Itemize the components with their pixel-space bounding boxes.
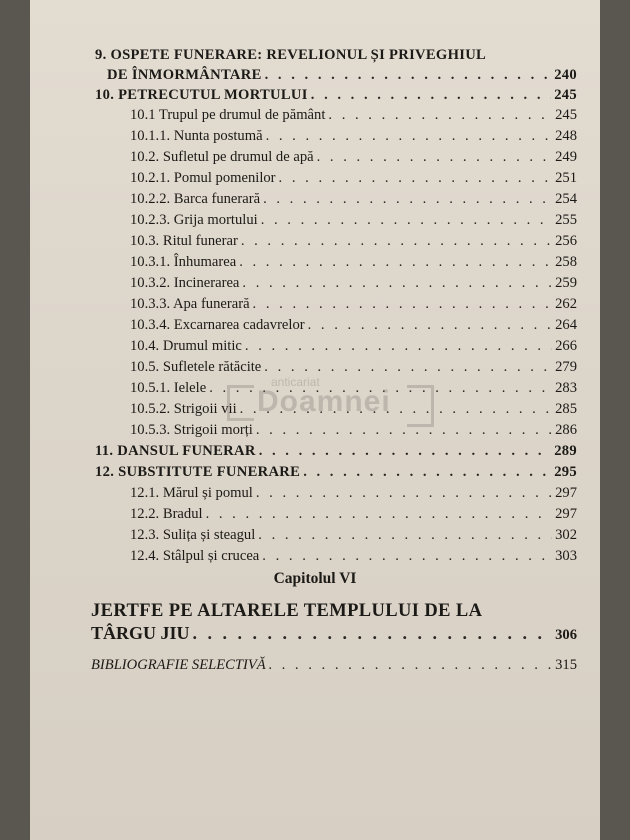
toc-entry-10-5	[130, 358, 577, 376]
toc-leader-dots	[303, 463, 551, 481]
toc-entry-title: 12.4. Stâlpul și crucea	[130, 548, 260, 564]
toc-entry-title: 11. DANSUL FUNERAR	[95, 443, 256, 459]
toc-entry-title: 10.3.1. Înhumarea	[130, 254, 237, 270]
toc-entry-12-1	[130, 484, 577, 502]
toc-entry-page: 302	[555, 527, 577, 543]
toc-leader-dots	[266, 127, 553, 145]
toc-entry-page: 249	[555, 149, 577, 165]
toc-entry-page: 285	[555, 401, 577, 417]
toc-entry-page: 256	[555, 233, 577, 249]
table-of-contents	[30, 0, 600, 840]
chapter-heading: Capitolul VI	[273, 570, 357, 587]
toc-entry-10-3-3	[130, 295, 577, 313]
chapter-title-line1: JERTFE PE ALTARELE TEMPLULUI DE LA	[91, 601, 483, 621]
toc-entry-page: 289	[554, 443, 577, 459]
toc-entry-title: 10.5. Sufletele rătăcite	[130, 359, 262, 375]
toc-entry-page: 306	[555, 627, 577, 643]
toc-entry-title: 12.3. Sulița și steagul	[130, 527, 256, 543]
toc-leader-dots	[259, 442, 552, 460]
toc-entry-page: 297	[555, 485, 577, 501]
toc-entry-10-5-2	[130, 400, 577, 418]
toc-entry-title: 10.4. Drumul mitic	[130, 338, 242, 354]
toc-leader-dots	[253, 295, 553, 313]
toc-entry-10-1	[130, 106, 577, 124]
toc-leader-dots	[245, 337, 552, 355]
toc-entry-title: 10.3.3. Apa funerară	[130, 296, 250, 312]
toc-entry-12-4	[130, 547, 577, 565]
toc-entry-title: 10.2.1. Pomul pomenilor	[130, 170, 276, 186]
toc-entry-page: 251	[555, 170, 577, 186]
toc-entry-10-5-1	[130, 379, 577, 397]
toc-entry-10-1-1	[130, 127, 577, 145]
toc-leader-dots	[240, 400, 552, 418]
toc-entry-10-2-1	[130, 169, 577, 187]
toc-entry-10-3	[130, 232, 577, 250]
toc-entry-title: 10.2.2. Barca funerară	[130, 191, 261, 207]
toc-leader-dots	[328, 106, 552, 124]
book-page	[30, 0, 600, 840]
toc-leader-dots	[264, 358, 552, 376]
toc-entry-page: 297	[555, 506, 577, 522]
toc-entry-10-2-3	[130, 211, 577, 229]
toc-entry-page: 266	[555, 338, 577, 354]
toc-entry-title: DE ÎNMORMÂNTARE	[107, 67, 262, 83]
toc-entry-title: 9. OSPETE FUNERARE: REVELIONUL ȘI PRIVEGHIUL	[95, 47, 487, 63]
toc-entry-12	[95, 463, 577, 481]
toc-leader-dots	[209, 379, 552, 397]
toc-leader-dots	[262, 547, 552, 565]
watermark-large-text: Doamnei	[257, 385, 391, 418]
toc-entry-9-cont	[107, 66, 577, 84]
toc-leader-dots	[279, 169, 553, 187]
toc-leader-dots	[241, 232, 552, 250]
toc-entry-10-4	[130, 337, 577, 355]
toc-entry-page: 258	[555, 254, 577, 270]
toc-leader-dots	[263, 190, 552, 208]
bibliography-title: BIBLIOGRAFIE SELECTIVĂ	[91, 657, 266, 673]
toc-entry-title: 10.5.3. Strigoii morți	[130, 422, 253, 438]
toc-leader-dots	[258, 526, 552, 544]
toc-entry-title: TÂRGU JIU	[91, 623, 190, 643]
toc-leader-dots	[239, 253, 552, 271]
toc-entry-title: 10. PETRECUTUL MORTULUI	[95, 87, 308, 103]
toc-entry-page: 248	[555, 128, 577, 144]
toc-entry-page: 315	[555, 657, 577, 673]
toc-entry-page: 264	[555, 317, 577, 333]
toc-leader-dots	[256, 421, 552, 439]
toc-entry-10-5-3	[130, 421, 577, 439]
toc-entry-page: 259	[555, 275, 577, 291]
toc-entry-title: 10.2.3. Grija mortului	[130, 212, 258, 228]
bibliography-entry	[91, 656, 577, 674]
toc-leader-dots	[311, 86, 551, 104]
toc-leader-dots	[193, 624, 553, 642]
toc-entry-title: 10.3. Ritul funerar	[130, 233, 238, 249]
toc-entry-10	[95, 86, 577, 104]
toc-entry-11	[95, 442, 577, 460]
toc-entry-page: 303	[555, 548, 577, 564]
toc-entry-page: 254	[555, 191, 577, 207]
toc-leader-dots	[242, 274, 552, 292]
toc-entry-page: 262	[555, 296, 577, 312]
toc-entry-page: 245	[554, 87, 577, 103]
toc-entry-9	[95, 46, 486, 64]
toc-leader-dots	[308, 316, 552, 334]
toc-entry-title: 10.2. Sufletul pe drumul de apă	[130, 149, 314, 165]
toc-entry-page: 295	[554, 464, 577, 480]
toc-leader-dots	[206, 505, 553, 523]
toc-entry-page: 240	[554, 67, 577, 83]
toc-leader-dots	[317, 148, 553, 166]
toc-entry-12-2	[130, 505, 577, 523]
toc-leader-dots	[265, 66, 552, 84]
toc-entry-12-3	[130, 526, 577, 544]
toc-entry-page: 283	[555, 380, 577, 396]
toc-entry-title: 12. SUBSTITUTE FUNERARE	[95, 464, 301, 480]
toc-entry-10-3-1	[130, 253, 577, 271]
toc-entry-title: 10.1.1. Nunta postumă	[130, 128, 263, 144]
toc-entry-page: 245	[555, 107, 577, 123]
toc-entry-title: 12.1. Mărul și pomul	[130, 485, 253, 501]
toc-entry-title: 10.3.2. Incinerarea	[130, 275, 240, 291]
toc-entry-10-3-2	[130, 274, 577, 292]
toc-entry-page: 279	[555, 359, 577, 375]
toc-entry-10-2-2	[130, 190, 577, 208]
toc-entry-title: 10.3.4. Excarnarea cadavrelor	[130, 317, 305, 333]
toc-entry-title: 10.5.1. Ielele	[130, 380, 207, 396]
toc-entry-title: 10.1 Trupul pe drumul de pământ	[130, 107, 326, 123]
toc-leader-dots	[261, 211, 552, 229]
toc-leader-dots	[269, 656, 552, 674]
chapter-title-line2	[91, 624, 577, 644]
toc-entry-title: 10.5.2. Strigoii vii	[130, 401, 237, 417]
toc-entry-page: 255	[555, 212, 577, 228]
toc-entry-10-2	[130, 148, 577, 166]
watermark-small-text: anticariat	[271, 375, 320, 389]
toc-entry-title: 12.2. Bradul	[130, 506, 203, 522]
toc-entry-10-3-4	[130, 316, 577, 334]
toc-entry-page: 286	[555, 422, 577, 438]
toc-leader-dots	[256, 484, 552, 502]
